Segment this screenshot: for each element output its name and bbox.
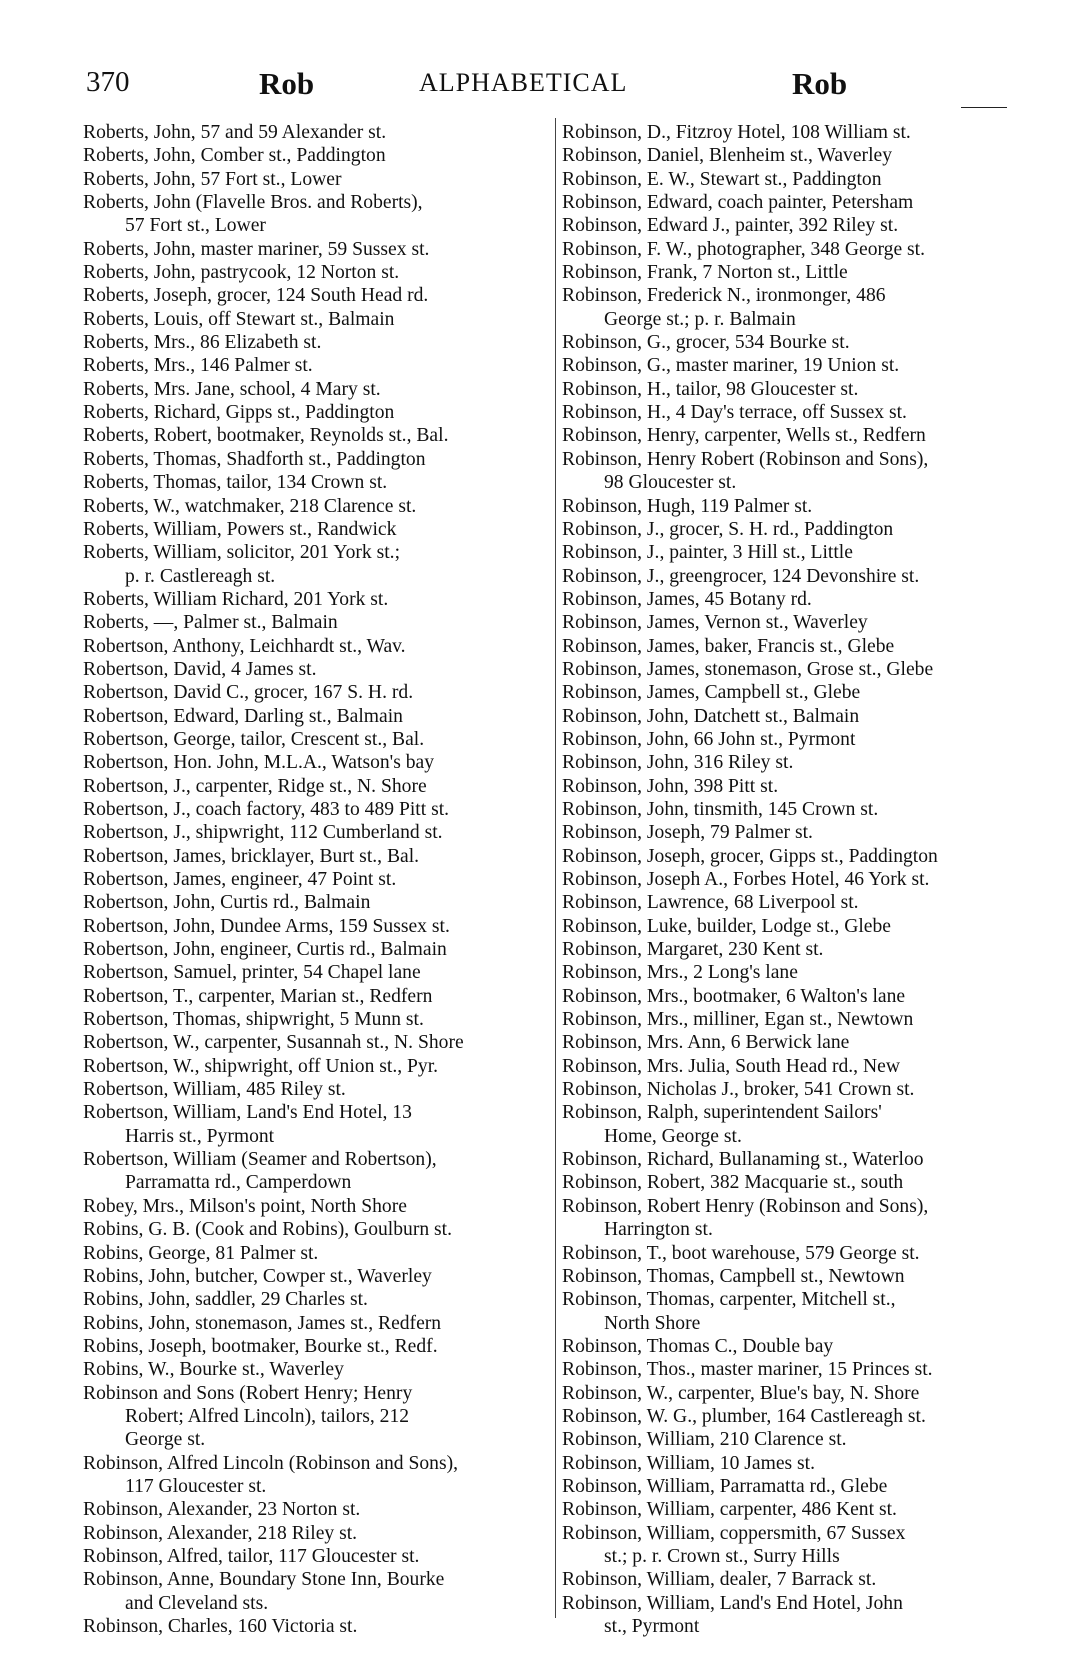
directory-entry <box>83 611 545 634</box>
directory-entry <box>83 448 545 471</box>
entry-line: Robinson, W., carpenter, Blue's bay, N. Shore <box>562 1382 920 1404</box>
directory-entry <box>83 1498 545 1521</box>
directory-entry <box>562 1008 1024 1031</box>
entry-line: Roberts, Mrs., 86 Elizabeth st. <box>83 332 322 354</box>
entry-line: Roberts, Mrs., 146 Palmer st. <box>83 355 313 377</box>
directory-entry <box>562 705 1024 728</box>
entry-line: Robinson, John, Datchett st., Balmain <box>562 705 860 727</box>
entry-line: Robinson, Joseph, grocer, Gipps st., Paddington <box>562 845 938 867</box>
entry-line: Robertson, William, Land's End Hotel, 13 <box>83 1102 412 1124</box>
entry-line: Robinson, Mrs., bootmaker, 6 Walton's lane <box>562 985 906 1007</box>
directory-entry <box>83 868 545 891</box>
entry-line: Robey, Mrs., Milson's point, North Shore <box>83 1195 407 1217</box>
directory-entry <box>562 1101 1024 1148</box>
directory-entry <box>83 424 545 447</box>
entry-line: Robertson, David, 4 James st. <box>83 658 317 680</box>
directory-entry <box>562 985 1024 1008</box>
entry-line: Robertson, W., carpenter, Susannah st., N. Shore <box>83 1032 464 1054</box>
directory-entry <box>83 705 545 728</box>
directory-entry <box>562 214 1024 237</box>
directory-entry <box>562 354 1024 377</box>
entry-line: Robertson, George, tailor, Crescent st., Bal. <box>83 728 425 750</box>
entry-line: Robinson, Alexander, 23 Norton st. <box>83 1499 361 1521</box>
directory-entry <box>83 1008 545 1031</box>
directory-entry <box>83 144 545 167</box>
directory-entry <box>562 588 1024 611</box>
directory-entry <box>562 751 1024 774</box>
entry-line: Roberts, Thomas, Shadforth st., Paddington <box>83 448 426 470</box>
entry-line: Roberts, John (Flavelle Bros. and Roberts), <box>83 192 423 214</box>
directory-entry <box>83 915 545 938</box>
directory-entry <box>562 938 1024 961</box>
directory-entry <box>562 191 1024 214</box>
entry-line: Robinson, Anne, Boundary Stone Inn, Bourke <box>83 1569 445 1591</box>
entry-line: Robertson, Samuel, printer, 54 Chapel lane <box>83 962 421 984</box>
directory-entry <box>562 1242 1024 1265</box>
entry-line: Roberts, John, 57 Fort st., Lower <box>83 168 342 190</box>
directory-entry <box>83 1218 545 1241</box>
entry-continuation: Harris st., Pyrmont <box>125 1125 275 1147</box>
entry-line: Robinson and Sons (Robert Henry; Henry <box>83 1382 413 1404</box>
directory-entry <box>83 121 545 144</box>
directory-entry <box>562 1592 1024 1639</box>
entry-line: Robinson, Frank, 7 Norton st., Little <box>562 262 848 284</box>
entry-line: Robinson, Edward J., painter, 392 Riley st. <box>562 215 899 237</box>
directory-entry <box>83 635 545 658</box>
entry-line: Robertson, William (Seamer and Robertson), <box>83 1149 437 1171</box>
directory-entry <box>562 1195 1024 1242</box>
entry-line: Robinson, Mrs. Ann, 6 Berwick lane <box>562 1032 850 1054</box>
entry-line: Robinson, Mrs., 2 Long's lane <box>562 962 798 984</box>
entry-line: Robertson, Edward, Darling st., Balmain <box>83 705 403 727</box>
entry-line: Robinson, E. W., Stewart st., Paddington <box>562 168 882 190</box>
entry-line: Robinson, James, baker, Francis st., Glebe <box>562 635 895 657</box>
entry-line: Robinson, J., greengrocer, 124 Devonshire st. <box>562 565 920 587</box>
directory-entry <box>83 751 545 774</box>
directory-entry <box>562 1452 1024 1475</box>
directory-entry <box>562 1522 1024 1569</box>
entry-line: Robinson, William, Parramatta rd., Glebe <box>562 1475 888 1497</box>
directory-entry <box>83 378 545 401</box>
directory-entry <box>562 1265 1024 1288</box>
entry-line: Robinson, D., Fitzroy Hotel, 108 William st. <box>562 122 911 143</box>
directory-entry <box>562 1148 1024 1171</box>
directory-entry <box>83 1522 545 1545</box>
directory-entry <box>562 1055 1024 1078</box>
entry-line: Robinson, William, Land's End Hotel, John <box>562 1592 903 1614</box>
entry-line: Robinson, John, tinsmith, 145 Crown st. <box>562 798 879 820</box>
entry-line: Robertson, W., shipwright, off Union st., Pyr. <box>83 1055 439 1077</box>
entry-line: Robinson, G., master mariner, 19 Union st. <box>562 355 900 377</box>
entry-line: Robins, John, butcher, Cowper st., Waverley <box>83 1265 432 1287</box>
directory-entry <box>83 1148 545 1195</box>
entry-line: Robinson, William, coppersmith, 67 Sussex <box>562 1522 906 1544</box>
entry-line: Robins, John, saddler, 29 Charles st. <box>83 1289 368 1311</box>
directory-entry <box>83 1265 545 1288</box>
entry-line: Robertson, James, engineer, 47 Point st. <box>83 869 397 890</box>
entry-line: Robertson, J., shipwright, 112 Cumberland st. <box>83 822 443 844</box>
directory-entry <box>83 495 545 518</box>
directory-entry <box>83 1078 545 1101</box>
entry-line: Robinson, William, dealer, 7 Barrack st. <box>562 1569 877 1591</box>
entry-line: Robinson, Hugh, 119 Palmer st. <box>562 495 813 517</box>
entry-line: Robinson, John, 316 Riley st. <box>562 752 794 774</box>
directory-entry <box>83 1545 545 1568</box>
directory-entry <box>83 775 545 798</box>
entry-line: Robertson, Hon. John, M.L.A., Watson's bay <box>83 752 435 774</box>
entry-line: Roberts, John, 57 and 59 Alexander st. <box>83 122 387 143</box>
entry-line: Robinson, James, 45 Botany rd. <box>562 588 812 610</box>
entry-line: Roberts, Thomas, tailor, 134 Crown st. <box>83 472 388 494</box>
entry-continuation: 117 Gloucester st. <box>125 1475 267 1497</box>
entry-line: Robinson, William, 10 James st. <box>562 1452 816 1474</box>
entry-line: Robins, John, stonemason, James st., Redfern <box>83 1312 442 1334</box>
directory-entry <box>562 658 1024 681</box>
entry-line: Robinson, James, Vernon st., Waverley <box>562 612 868 634</box>
running-head-right: Rob <box>792 66 848 101</box>
directory-entry <box>562 891 1024 914</box>
directory-entry <box>562 1078 1024 1101</box>
entry-line: Robinson, Mrs. Julia, South Head rd., New <box>562 1055 900 1077</box>
entry-line: Robinson, John, 66 John st., Pyrmont <box>562 728 856 750</box>
entry-line: Roberts, Richard, Gipps st., Paddington <box>83 402 395 424</box>
left-column <box>83 121 545 1638</box>
entry-line: Robinson, Thomas, carpenter, Mitchell st., <box>562 1289 896 1311</box>
entry-line: Roberts, Joseph, grocer, 124 South Head rd. <box>83 285 429 307</box>
entry-line: Robinson, Nicholas J., broker, 541 Crown st. <box>562 1079 915 1101</box>
directory-entry <box>83 1568 545 1615</box>
entry-continuation: 98 Gloucester st. <box>604 472 737 494</box>
directory-entry <box>83 1358 545 1381</box>
directory-entry <box>562 611 1024 634</box>
directory-entry <box>562 168 1024 191</box>
entry-line: Robinson, Richard, Bullanaming st., Waterloo <box>562 1149 924 1171</box>
entry-line: Robinson, William, carpenter, 486 Kent st. <box>562 1499 897 1521</box>
directory-entry <box>83 1312 545 1335</box>
entry-line: Robinson, J., painter, 3 Hill st., Little <box>562 542 853 564</box>
directory-entry <box>562 565 1024 588</box>
directory-entry <box>562 635 1024 658</box>
header-rule <box>961 107 1007 108</box>
entry-line: Robertson, Thomas, shipwright, 5 Munn st. <box>83 1009 424 1031</box>
directory-entry <box>562 868 1024 891</box>
entry-line: Robinson, Thomas, Campbell st., Newtown <box>562 1265 905 1287</box>
entry-line: Robinson, Mrs., milliner, Egan st., Newtown <box>562 1009 914 1031</box>
directory-entry <box>562 401 1024 424</box>
directory-entry <box>562 518 1024 541</box>
entry-line: Robinson, H., tailor, 98 Gloucester st. <box>562 378 859 400</box>
directory-entry <box>83 1101 545 1148</box>
directory-entry <box>83 1335 545 1358</box>
directory-entry <box>83 518 545 541</box>
directory-entry <box>83 681 545 704</box>
entry-line: Roberts, Robert, bootmaker, Reynolds st., Bal. <box>83 425 449 447</box>
directory-entry <box>562 915 1024 938</box>
entry-line: Roberts, John, pastrycook, 12 Norton st. <box>83 262 400 284</box>
directory-entry <box>83 1288 545 1311</box>
directory-entry <box>83 541 545 588</box>
directory-entry <box>562 1428 1024 1451</box>
directory-entry <box>83 658 545 681</box>
directory-entry <box>562 821 1024 844</box>
directory-entry <box>83 845 545 868</box>
directory-entry <box>562 1031 1024 1054</box>
directory-entry <box>562 331 1024 354</box>
entry-line: Roberts, Mrs. Jane, school, 4 Mary st. <box>83 378 381 400</box>
entry-line: Roberts, John, Comber st., Paddington <box>83 145 386 167</box>
directory-entry <box>562 448 1024 495</box>
directory-entry <box>83 1452 545 1499</box>
directory-entry <box>562 1405 1024 1428</box>
entry-line: Robins, George, 81 Palmer st. <box>83 1242 319 1264</box>
entry-continuation: p. r. Castlereagh st. <box>125 565 276 587</box>
entry-line: Robins, Joseph, bootmaker, Bourke st., Redf. <box>83 1335 438 1357</box>
entry-line: Robinson, W. G., plumber, 164 Castlereagh st. <box>562 1405 926 1427</box>
directory-entry <box>562 144 1024 167</box>
directory-entry <box>562 1171 1024 1194</box>
entry-line: Robinson, Alexander, 218 Riley st. <box>83 1522 358 1544</box>
directory-entry <box>562 1475 1024 1498</box>
entry-line: Robinson, Ralph, superintendent Sailors' <box>562 1102 882 1124</box>
directory-entry <box>562 1335 1024 1358</box>
directory-entry <box>83 985 545 1008</box>
entry-line: Robinson, John, 398 Pitt st. <box>562 775 779 797</box>
directory-entry <box>83 331 545 354</box>
entry-continuation: 57 Fort st., Lower <box>125 215 266 237</box>
directory-entry <box>83 354 545 377</box>
entry-line: Robertson, William, 485 Riley st. <box>83 1079 346 1101</box>
directory-entry <box>83 1382 545 1452</box>
entry-line: Robinson, Robert, 382 Macquarie st., south <box>562 1172 904 1194</box>
directory-entry <box>83 961 545 984</box>
directory-entry <box>562 261 1024 284</box>
directory-entry <box>83 168 545 191</box>
entry-continuation: Robert; Alfred Lincoln), tailors, 212 <box>125 1405 410 1427</box>
entry-line: Robinson, Edward, coach painter, Petersham <box>562 192 914 214</box>
entry-line: Robinson, Frederick N., ironmonger, 486 <box>562 285 886 307</box>
entry-line: Robinson, Thomas C., Double bay <box>562 1335 834 1357</box>
entry-line: Robinson, James, stonemason, Grose st., Glebe <box>562 658 934 680</box>
entry-line: Robertson, T., carpenter, Marian st., Redfern <box>83 985 433 1007</box>
entry-continuation: George st.; p. r. Balmain <box>604 308 796 330</box>
directory-entry <box>562 1358 1024 1381</box>
entry-line: Robinson, Daniel, Blenheim st., Waverley <box>562 145 893 167</box>
entry-line: Robinson, Margaret, 230 Kent st. <box>562 939 824 961</box>
directory-entry <box>83 284 545 307</box>
page-number: 370 <box>86 66 130 98</box>
entry-line: Robinson, Alfred Lincoln (Robinson and Sons), <box>83 1452 458 1474</box>
entry-continuation: Home, George st. <box>604 1125 742 1147</box>
directory-entry <box>83 938 545 961</box>
directory-entry <box>562 961 1024 984</box>
directory-entry <box>562 238 1024 261</box>
entry-line: Robinson, G., grocer, 534 Bourke st. <box>562 332 850 354</box>
entry-line: Robinson, Lawrence, 68 Liverpool st. <box>562 892 859 914</box>
directory-entry <box>83 1242 545 1265</box>
entry-line: Robinson, T., boot warehouse, 579 George st. <box>562 1242 920 1264</box>
entry-line: Roberts, William, Powers st., Randwick <box>83 518 397 540</box>
running-head-left: Rob <box>259 66 315 101</box>
page-title: ALPHABETICAL <box>419 68 628 97</box>
entry-line: Robinson, H., 4 Day's terrace, off Sussex st. <box>562 402 907 424</box>
column-divider <box>555 118 556 1618</box>
entry-line: Roberts, John, master mariner, 59 Sussex st. <box>83 238 430 260</box>
directory-entry <box>83 191 545 238</box>
entry-line: Robertson, J., carpenter, Ridge st., N. Shore <box>83 775 427 797</box>
directory-entry <box>83 588 545 611</box>
directory-entry <box>562 541 1024 564</box>
entry-line: Robinson, Alfred, tailor, 117 Gloucester st. <box>83 1545 420 1567</box>
entry-continuation: st.; p. r. Crown st., Surry Hills <box>604 1545 840 1567</box>
entry-line: Robinson, Luke, builder, Lodge st., Glebe <box>562 915 891 937</box>
directory-entry <box>562 284 1024 331</box>
entry-line: Roberts, —, Palmer st., Balmain <box>83 612 338 634</box>
directory-entry <box>562 378 1024 401</box>
entry-line: Robertson, Anthony, Leichhardt st., Wav. <box>83 635 406 657</box>
entry-continuation: st., Pyrmont <box>604 1616 700 1637</box>
directory-entry <box>562 798 1024 821</box>
entry-line: Robinson, Joseph, 79 Palmer st. <box>562 822 813 844</box>
directory-entry <box>562 1498 1024 1521</box>
entry-line: Robinson, F. W., photographer, 348 George st. <box>562 238 926 260</box>
directory-entry <box>562 121 1024 144</box>
directory-entry <box>83 891 545 914</box>
directory-entry <box>562 775 1024 798</box>
directory-entry <box>562 845 1024 868</box>
directory-entry <box>562 1382 1024 1405</box>
directory-entry <box>83 1195 545 1218</box>
entry-line: Robinson, Charles, 160 Victoria st. <box>83 1616 358 1637</box>
entry-line: Robinson, Joseph A., Forbes Hotel, 46 York st. <box>562 869 930 890</box>
directory-entry <box>83 728 545 751</box>
directory-entry <box>562 681 1024 704</box>
directory-entry <box>83 401 545 424</box>
directory-entry <box>83 821 545 844</box>
entry-line: Robertson, J., coach factory, 483 to 489 Pitt st. <box>83 798 450 820</box>
directory-entry <box>83 1031 545 1054</box>
entry-line: Robinson, Henry, carpenter, Wells st., Redfern <box>562 425 926 447</box>
entry-line: Robertson, John, Dundee Arms, 159 Sussex st. <box>83 915 450 937</box>
directory-entry <box>562 495 1024 518</box>
entry-line: Robinson, Robert Henry (Robinson and Sons), <box>562 1195 929 1217</box>
entry-line: Robertson, John, engineer, Curtis rd., Balmain <box>83 939 447 961</box>
entry-line: Robins, W., Bourke st., Waverley <box>83 1359 344 1381</box>
entry-line: Robinson, Thos., master mariner, 15 Princes st. <box>562 1359 933 1381</box>
entry-line: Robertson, John, Curtis rd., Balmain <box>83 892 371 914</box>
entry-continuation: George st. <box>125 1429 206 1451</box>
directory-entry <box>562 1288 1024 1335</box>
directory-entry <box>83 471 545 494</box>
entry-line: Roberts, William Richard, 201 York st. <box>83 588 389 610</box>
directory-entry <box>562 728 1024 751</box>
directory-entry <box>562 424 1024 447</box>
entry-continuation: Parramatta rd., Camperdown <box>125 1172 352 1194</box>
directory-entry <box>562 1568 1024 1591</box>
entry-line: Robinson, Henry Robert (Robinson and Sons), <box>562 448 929 470</box>
page-header <box>86 66 1016 106</box>
entry-continuation: North Shore <box>604 1312 701 1334</box>
entry-line: Robinson, William, 210 Clarence st. <box>562 1429 847 1451</box>
directory-entry <box>83 261 545 284</box>
entry-continuation: and Cleveland sts. <box>125 1592 269 1614</box>
directory-entry <box>83 1055 545 1078</box>
entry-line: Robinson, James, Campbell st., Glebe <box>562 682 861 704</box>
directory-entry <box>83 238 545 261</box>
entry-line: Roberts, W., watchmaker, 218 Clarence st. <box>83 495 417 517</box>
right-column <box>562 121 1024 1638</box>
entry-line: Robins, G. B. (Cook and Robins), Goulburn st. <box>83 1219 453 1241</box>
directory-entry <box>83 1615 545 1638</box>
entry-line: Robertson, James, bricklayer, Burt st., Bal. <box>83 845 420 867</box>
entry-line: Roberts, Louis, off Stewart st., Balmain <box>83 308 395 330</box>
directory-entry <box>83 798 545 821</box>
entry-continuation: Harrington st. <box>604 1219 713 1241</box>
entry-line: Robinson, J., grocer, S. H. rd., Paddington <box>562 518 894 540</box>
entry-line: Roberts, William, solicitor, 201 York st.; <box>83 542 401 564</box>
directory-entry <box>83 308 545 331</box>
entry-line: Robertson, David C., grocer, 167 S. H. rd. <box>83 682 414 704</box>
